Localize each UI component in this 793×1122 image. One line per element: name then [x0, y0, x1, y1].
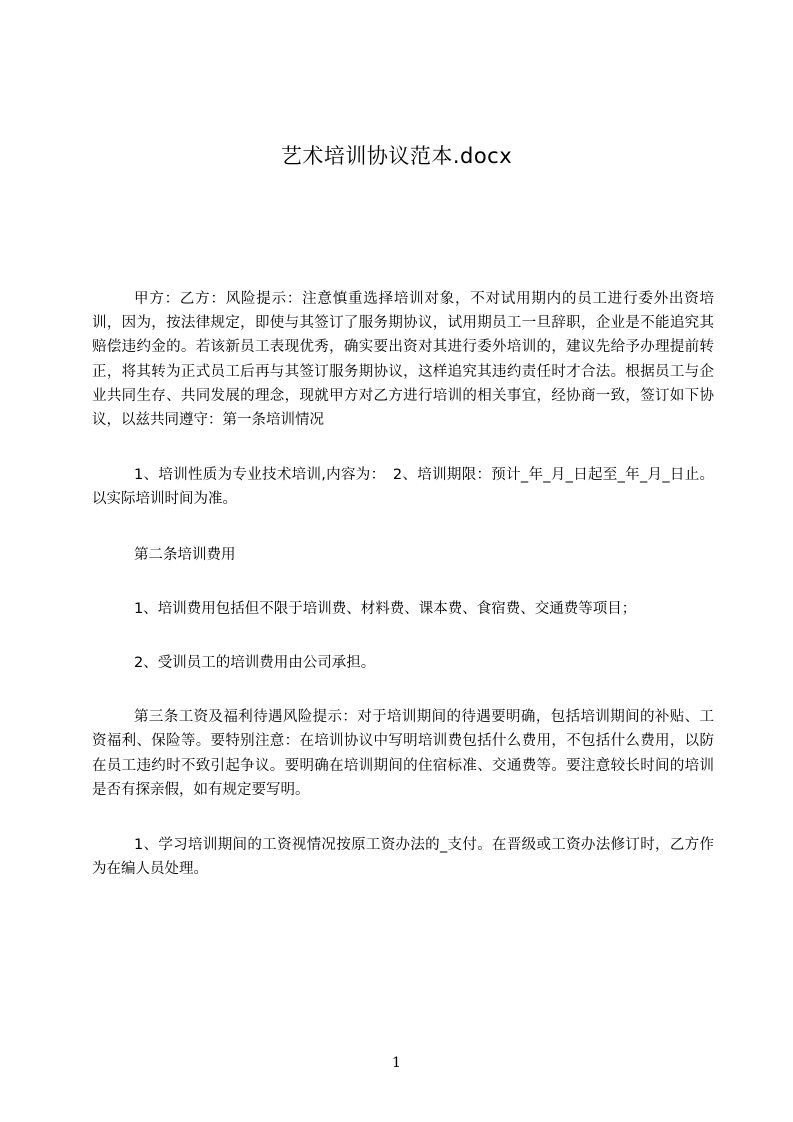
paragraph-article-two-heading: 第二条培训费用	[134, 546, 236, 563]
document-title: 艺术培训协议范本.docx	[280, 144, 513, 168]
paragraph-preamble: 甲方：乙方：风险提示：注意慎重选择培训对象，不对试用期内的员工进行委外出资培训，因为，按法律规定，即使与其签订了服务期协议，试用期员工一旦辞职，企业是不能追究其赔偿违约金的。若该新员工表现优秀，确实要出资对其进行委外培训的，建议先给予办理提前转正，将其转为正式员工后再与其签订服务期协议，这样追究其违约责任时才合法。根据员工与企业共同生存、共同发展的理念，现就甲方对乙方进行培训的相关事宜，经协商一致，签订如下协议，以兹共同遵守：第一条培训情况	[92, 291, 714, 429]
paragraph-article-three: 第三条工资及福利待遇风险提示：对于培训期间的待遇要明确，包括培训期间的补贴、工资福利、保险等。要特别注意：在培训协议中写明培训费包括什么费用，不包括什么费用，以防在员工违约时不致引起争议。要明确在培训期间的住宿标准、交通费等。要注意较长时间的培训是否有探亲假，如有规定要写明。	[92, 709, 714, 798]
paragraph-cost-bearer: 2、受训员工的培训费用由公司承担。	[134, 655, 376, 672]
paragraph-training-nature: 1、培训性质为专业技术培训,内容为： 2、培训期限：预计_年_月_日起至_年_月_日止。以实际培训时间为准。	[92, 467, 714, 508]
page-number: 1	[392, 1055, 401, 1071]
paragraph-training-cost-items: 1、培训费用包括但不限于培训费、材料费、课本费、食宿费、交通费等项目；	[134, 600, 637, 617]
paragraph-salary-during-training: 1、学习培训期间的工资视情况按原工资办法的_支付。在晋级或工资办法修订时，乙方作为在编人员处理。	[92, 837, 714, 878]
document-body	[92, 287, 714, 881]
